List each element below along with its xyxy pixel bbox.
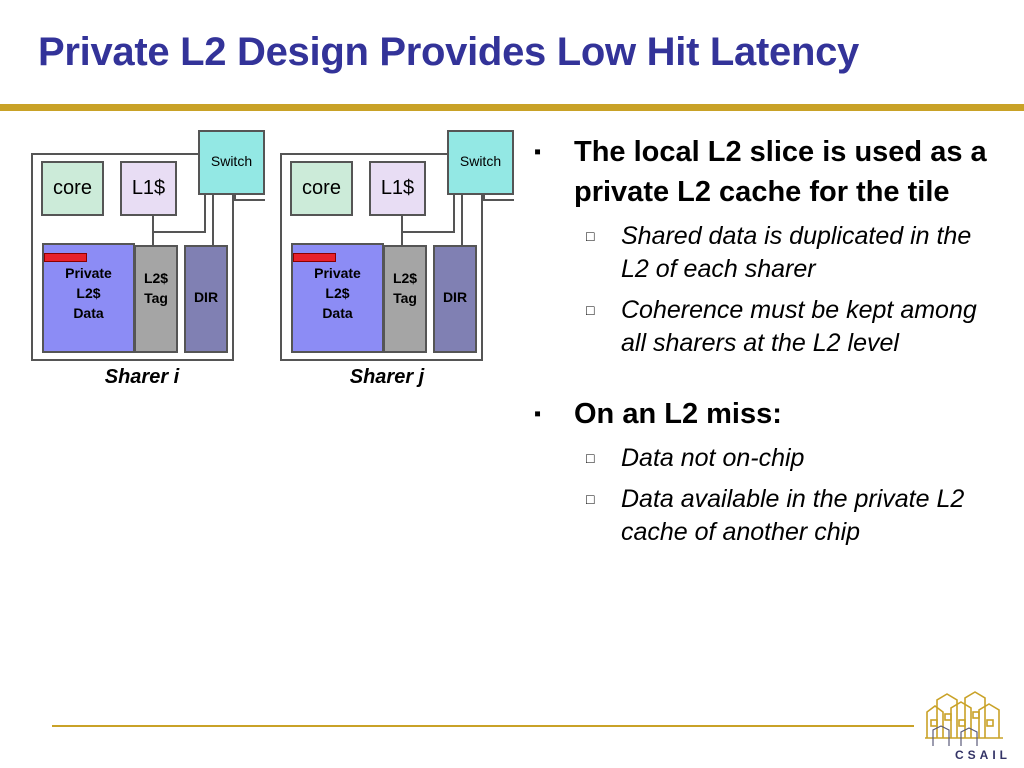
bullet-item xyxy=(534,132,1004,212)
slide-title: Private L2 Design Provides Low Hit Latency xyxy=(38,30,859,74)
sub-bullet-item xyxy=(534,220,1004,286)
directory-box: DIR xyxy=(433,245,477,353)
core-box: core xyxy=(41,161,104,216)
switch-box: Switch xyxy=(447,130,514,195)
l2-tag-line: L2$ xyxy=(143,270,169,286)
sub-bullet-text: Data available in the private L2 cache of another chip xyxy=(621,485,965,546)
sharer-label: Sharer j xyxy=(349,366,425,388)
l2-tag-box xyxy=(383,245,427,353)
title-divider xyxy=(0,104,1024,111)
l2-data-line: Data xyxy=(73,305,104,321)
shared-line-marker xyxy=(44,253,87,262)
sub-bullet-item xyxy=(534,442,1004,475)
shared-line-marker xyxy=(293,253,336,262)
l2-data-line: L2$ xyxy=(76,285,101,301)
wire-switch-out xyxy=(484,195,514,200)
wire-switch-out xyxy=(235,195,265,200)
bullet-text: On an L2 miss: xyxy=(574,398,782,430)
bullet-text: The local L2 slice is used as a private L2 cache for the tile xyxy=(574,136,987,208)
core-box: core xyxy=(290,161,353,216)
sub-bullet-item xyxy=(534,483,1004,549)
l2-tag-line: Tag xyxy=(144,290,168,306)
l2-tag-line: Tag xyxy=(393,290,417,306)
l2-data-line: Private xyxy=(314,265,361,281)
sub-bullet-text: Shared data is duplicated in the L2 of each sharer xyxy=(621,222,972,283)
l2-data-line: L2$ xyxy=(325,285,350,301)
square-bullet-icon: ▪ xyxy=(534,141,542,163)
l2-data-line: Private xyxy=(65,265,112,281)
l2-tag-box xyxy=(134,245,178,353)
bullet-list xyxy=(534,132,1004,549)
square-bullet-icon: ▪ xyxy=(534,403,542,425)
hollow-square-bullet-icon: □ xyxy=(586,228,595,244)
tile-sharer-j xyxy=(279,128,529,388)
logo-text: CSAIL xyxy=(955,748,1011,762)
l1-cache-box: L1$ xyxy=(369,161,426,216)
footer-divider xyxy=(52,725,914,727)
hollow-square-bullet-icon: □ xyxy=(586,450,595,466)
sub-bullet-item xyxy=(534,294,1004,360)
bullet-item xyxy=(534,394,1004,434)
hollow-square-bullet-icon: □ xyxy=(586,302,595,318)
l2-data-line: Data xyxy=(322,305,353,321)
tile-sharer-i xyxy=(30,128,280,388)
sub-bullet-text: Data not on-chip xyxy=(621,444,805,472)
sharer-label: Sharer i xyxy=(104,366,180,388)
switch-box: Switch xyxy=(198,130,265,195)
sub-bullet-text: Coherence must be kept among all sharers at the L2 level xyxy=(621,296,977,357)
directory-box: DIR xyxy=(184,245,228,353)
l2-tag-line: L2$ xyxy=(392,270,418,286)
l1-cache-box: L1$ xyxy=(120,161,177,216)
hollow-square-bullet-icon: □ xyxy=(586,491,595,507)
